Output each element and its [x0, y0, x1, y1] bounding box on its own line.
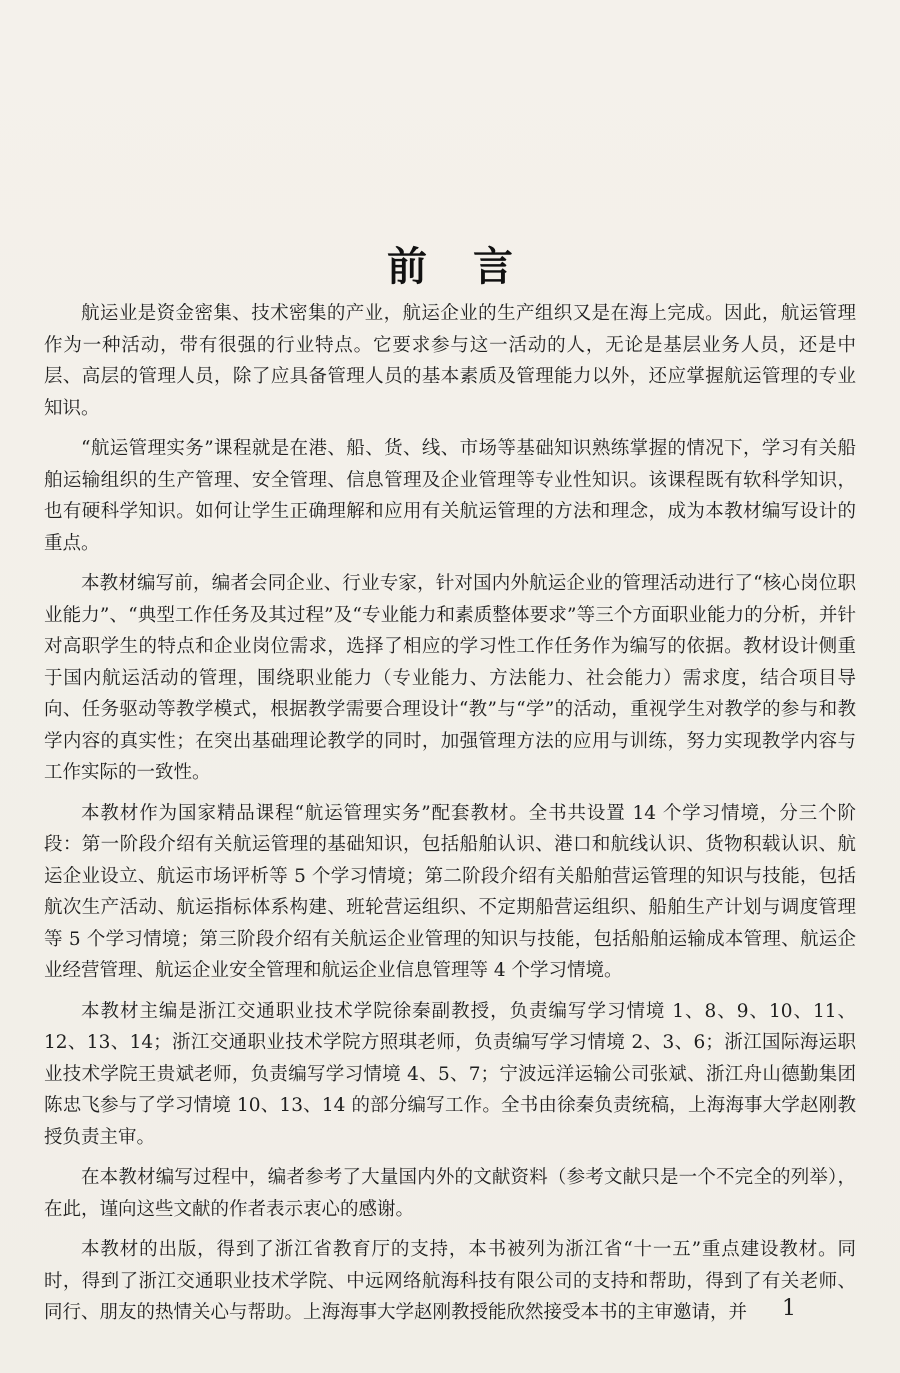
- preface-body: [44, 298, 856, 1338]
- paragraph: 本教材编写前，编者会同企业、行业专家，针对国内外航运企业的管理活动进行了“核心岗位职业能力”、“典型工作任务及其过程”及“专业能力和素质整体要求”等三个方面职业能力的分析，并针对高职学生的特点和企业岗位需求，选择了相应的学习性工作任务作为编写的依据。教材设计侧重于国内航运活动的管理，围绕职业能力（专业能力、方法能力、社会能力）需求度，结合项目导向、任务驱动等教学模式，根据教学需要合理设计“教”与“学”的活动，重视学生对教学的参与和教学内容的真实性；在突出基础理论教学的同时，加强管理方法的应用与训练，努力实现教学内容与工作实际的一致性。: [44, 573, 856, 783]
- paragraph: 在本教材编写过程中，编者参考了大量国内外的文献资料（参考文献只是一个不完全的列举），在此，谨向这些文献的作者表示衷心的感谢。: [44, 1167, 856, 1220]
- paragraph: 本教材主编是浙江交通职业技术学院徐秦副教授，负责编写学习情境 1、8、9、10、11、12、13、14；浙江交通职业技术学院方照琪老师，负责编写学习情境 2、3、6；浙江国际海运职业技术学院王贵斌老师，负责编写学习情境 4、5、7；宁波远洋运输公司张斌、浙江舟山德勤集团陈忠飞参与了学习情境 10、13、14 的部分编写工作。全书由徐秦负责统稿，上海海事大学赵刚教授负责主审。: [44, 1000, 856, 1148]
- paragraph: “航运管理实务”课程就是在港、船、货、线、市场等基础知识熟练掌握的情况下，学习有关船舶运输组织的生产管理、安全管理、信息管理及企业管理等专业性知识。该课程既有软科学知识，也有硬科学知识。如何让学生正确理解和应用有关航运管理的方法和理念，成为本教材编写设计的重点。: [44, 438, 856, 554]
- page-number: 1: [782, 1296, 796, 1321]
- page-title: 前言: [387, 243, 559, 290]
- paragraph: 航运业是资金密集、技术密集的产业，航运企业的生产组织又是在海上完成。因此，航运管理作为一种活动，带有很强的行业特点。它要求参与这一活动的人，无论是基层业务人员，还是中层、高层的管理人员，除了应具备管理人员的基本素质及管理能力以外，还应掌握航运管理的专业知识。: [44, 303, 856, 419]
- paragraph: 本教材作为国家精品课程“航运管理实务”配套教材。全书共设置 14 个学习情境，分三个阶段：第一阶段介绍有关航运管理的基础知识，包括船舶认识、港口和航线认识、货物积载认识、航运企业设立、航运市场评析等 5 个学习情境；第二阶段介绍有关船舶营运管理的知识与技能，包括航次生产活动、航运指标体系构建、班轮营运组织、不定期船营运组织、船舶生产计划与调度管理等 5 个学习情境；第三阶段介绍有关航运企业管理的知识与技能，包括船舶运输成本管理、航运企业经营管理、航运企业安全管理和航运企业信息管理等 4 个学习情境。: [44, 802, 856, 981]
- paragraph: 本教材的出版，得到了浙江省教育厅的支持，本书被列为浙江省“十一五”重点建设教材。同时，得到了浙江交通职业技术学院、中远网络航海科技有限公司的支持和帮助，得到了有关老师、同行、朋友的热情关心与帮助。上海海事大学赵刚教授能欣然接受本书的主审邀请，并: [44, 1239, 856, 1323]
